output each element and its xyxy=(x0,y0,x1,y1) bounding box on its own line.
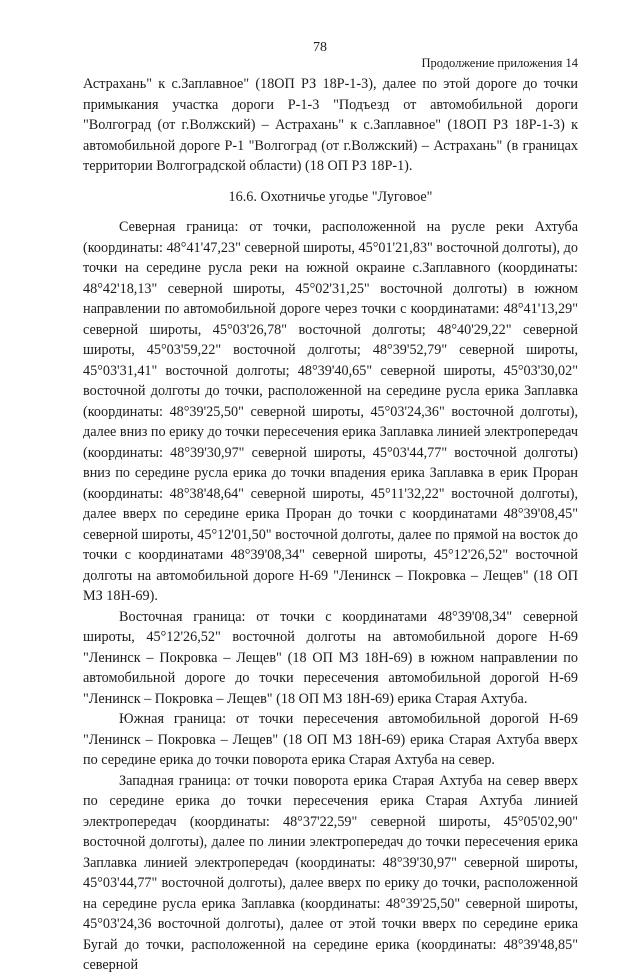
document-body xyxy=(83,74,578,976)
paragraph-western-border: Западная граница: от точки поворота ерика Старая Ахтуба на север вверх по середине ерика до точки пересечения ерика Старая Ахтуба линией электропередач (координаты: 48°37'22,59" северной широты, 45°05'02,90" восточной долготы), далее по линии электропередач до точки пересечения ерика Заплавка линией электропередач (координаты: 48°39'30,97" северной широты, 45°03'44,77" восточной долготы), далее вверх по ерику до точки, расположенной на середине русла ерика Заплавка (координаты: 48°39'25,50" северной широты, 45°03'24,36 восточной долготы), далее от этой точки вверх по середине ерика Бугай до точки, расположенной на середине ерика (координаты: 48°39'48,85" северной xyxy=(83,772,578,973)
paragraph-eastern-border: Восточная граница: от точки с координатами 48°39'08,34" северной широты, 45°12'26,52" восточной долготы на автомобильной дороге Н-69 "Ленинск – Покровка – Лещев" (18 ОП МЗ 18Н-69) в южном направлении по автомобильной дороге до точки пересечения автомобильной дорогой Н-69 "Ленинск – Покровка – Лещев" (18 ОП МЗ 18Н-69) ерика Старая Ахтуба. xyxy=(83,608,578,707)
paragraph-intro-continued: Астрахань" к с.Заплавное" (18ОП РЗ 18Р-1-3), далее по этой дороге до точки примыкания участка дороги Р-1-3 "Подъезд от автомобильной дороги "Волгоград (от г.Волжский) – Астрахань" к с.Заплавное" (18ОП РЗ 18Р-1-3) к автомобильной дороге Р-1 "Волгоград (от г.Волжский) – Астрахань" (в границах территории Волгоградской области) (18 ОП РЗ 18Р-1). xyxy=(83,76,578,174)
paragraph-southern-border: Южная граница: от точки пересечения автомобильной дорогой Н-69 "Ленинск – Покровка – Лещев" (18 ОП МЗ 18Н-69) ерика Старая Ахтуба вверх по середине ерика до точки поворота ерика Старая Ахтуба на север. xyxy=(83,711,578,768)
paragraph-northern-border: Северная граница: от точки, расположенной на русле реки Ахтуба (координаты: 48°41'47,23" северной широты, 45°01'21,83" восточной долготы), до точки на середине русла реки на южной окраине с.Заплавного (координаты: 48°42'18,13" северной широты, 45°02'31,25" восточной долготы) в южном направлении по автомобильной дороге через точки с координатами: 48°41'13,29" северной широты, 45°03'26,78" восточной долготы; 48°40'29,22" северной широты, 45°03'59,22" восточной долготы; 48°39'52,79" северной широты, 45°03'31,41" восточной долготы; 48°39'40,65" северной широты, 45°03'30,02" восточной долготы до точки, расположенной на середине русла ерика Заплавка (координаты: 48°39'25,50" северной широты, 45°03'24,36" восточной долготы), далее вниз по ерику до точки пересечения ерика Заплавка линией электропередач (координаты: 48°39'30,97" северной широты, 45°03'44,77" восточной долготы) вниз по середине русла ерика до точки впадения ерика Заплавка в ерик Проран (координаты: 48°38'48,64" северной широты, 45°11'32,22" восточной долготы), далее вверх по середине ерика Проран до точки с координатами 48°39'08,45" северной широты, 45°12'01,50" восточной долготы, далее по прямой на восток до точки с координатами 48°39'08,34" северной широты, 45°12'26,52" восточной долготы на автомобильной дороге Н-69 "Ленинск – Покровка – Лещев" (18 ОП МЗ 18Н-69). xyxy=(83,219,578,604)
section-heading: 16.6. Охотничье угодье "Луговое" xyxy=(228,188,433,205)
page-number: 78 xyxy=(313,40,327,55)
appendix-continuation-note: Продолжение приложения 14 xyxy=(421,56,578,70)
